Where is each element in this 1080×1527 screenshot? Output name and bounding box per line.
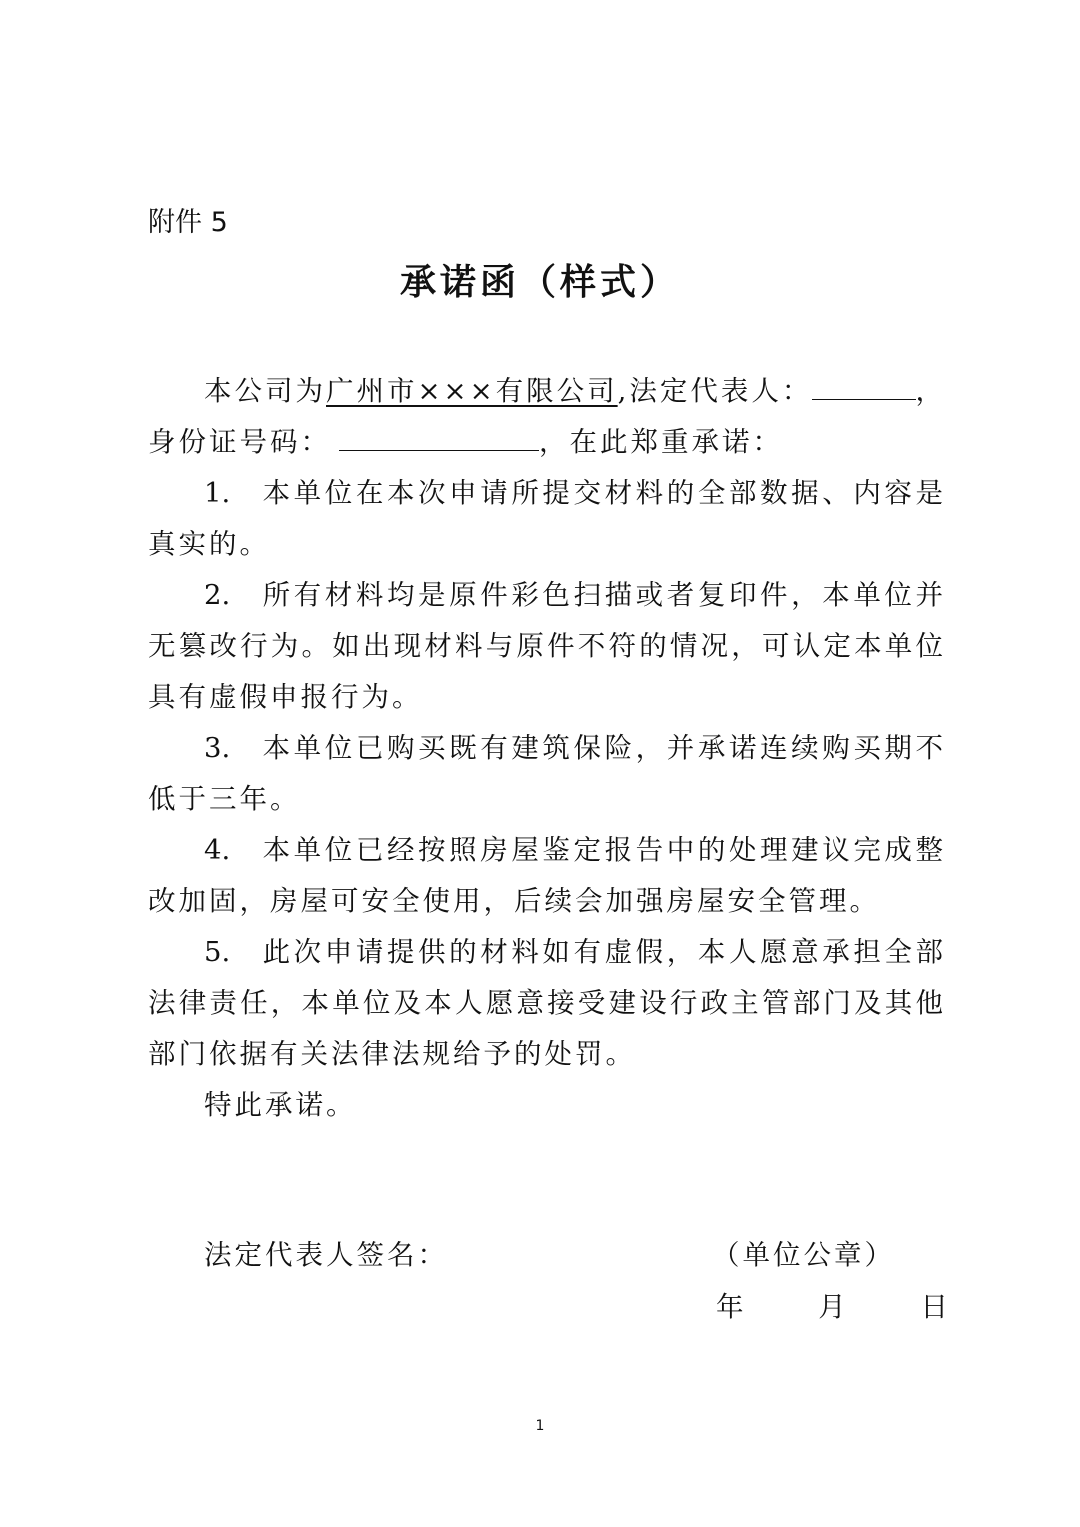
intro-line-2 bbox=[148, 417, 946, 468]
commitment-item: 1. 本单位在本次申请所提交材料的全部数据、内容是真实的。 bbox=[148, 477, 946, 560]
month-label: 月 bbox=[818, 1291, 846, 1323]
commitment-item: 2. 所有材料均是原件彩色扫描或者复印件，本单位并无篡改行为。如出现材料与原件不符的情况，可认定本单位具有虚假申报行为。 bbox=[148, 579, 946, 713]
document-body bbox=[148, 366, 946, 1131]
page-number: 1 bbox=[535, 1418, 545, 1434]
intro-line-1 bbox=[148, 366, 946, 417]
seal-label: （单位公章） bbox=[712, 1239, 895, 1271]
intro-end: ， bbox=[915, 375, 946, 407]
date-line bbox=[716, 1284, 948, 1324]
company-name: 广州市×××有限公司 bbox=[326, 375, 618, 407]
commitment-item: 5. 此次申请提供的材料如有虚假，本人愿意承担全部法律责任，本单位及本人愿意接受建设行政主管部门及其他部门依据有关法律法规给予的处罚。 bbox=[148, 936, 946, 1070]
day-label: 日 bbox=[920, 1291, 948, 1323]
id-label: 身份证号码： bbox=[148, 426, 331, 458]
id-end: ，在此郑重承诺： bbox=[539, 426, 783, 458]
year-label: 年 bbox=[716, 1291, 744, 1323]
signature-label: 法定代表人签名： bbox=[204, 1239, 448, 1271]
document-title: 承诺函（样式） bbox=[399, 261, 680, 303]
intro-prefix: 本公司为 bbox=[204, 375, 326, 407]
closing-statement: 特此承诺。 bbox=[204, 1089, 357, 1121]
commitment-item: 4. 本单位已经按照房屋鉴定报告中的处理建议完成整改加固，房屋可安全使用，后续会加强房屋安全管理。 bbox=[148, 834, 946, 917]
intro-mid: ,法定代表人： bbox=[617, 375, 813, 407]
legal-rep-blank bbox=[812, 373, 915, 400]
id-number-blank bbox=[339, 424, 539, 451]
attachment-label: 附件 5 bbox=[148, 207, 228, 238]
commitment-item: 3. 本单位已购买既有建筑保险，并承诺连续购买期不低于三年。 bbox=[148, 732, 946, 815]
